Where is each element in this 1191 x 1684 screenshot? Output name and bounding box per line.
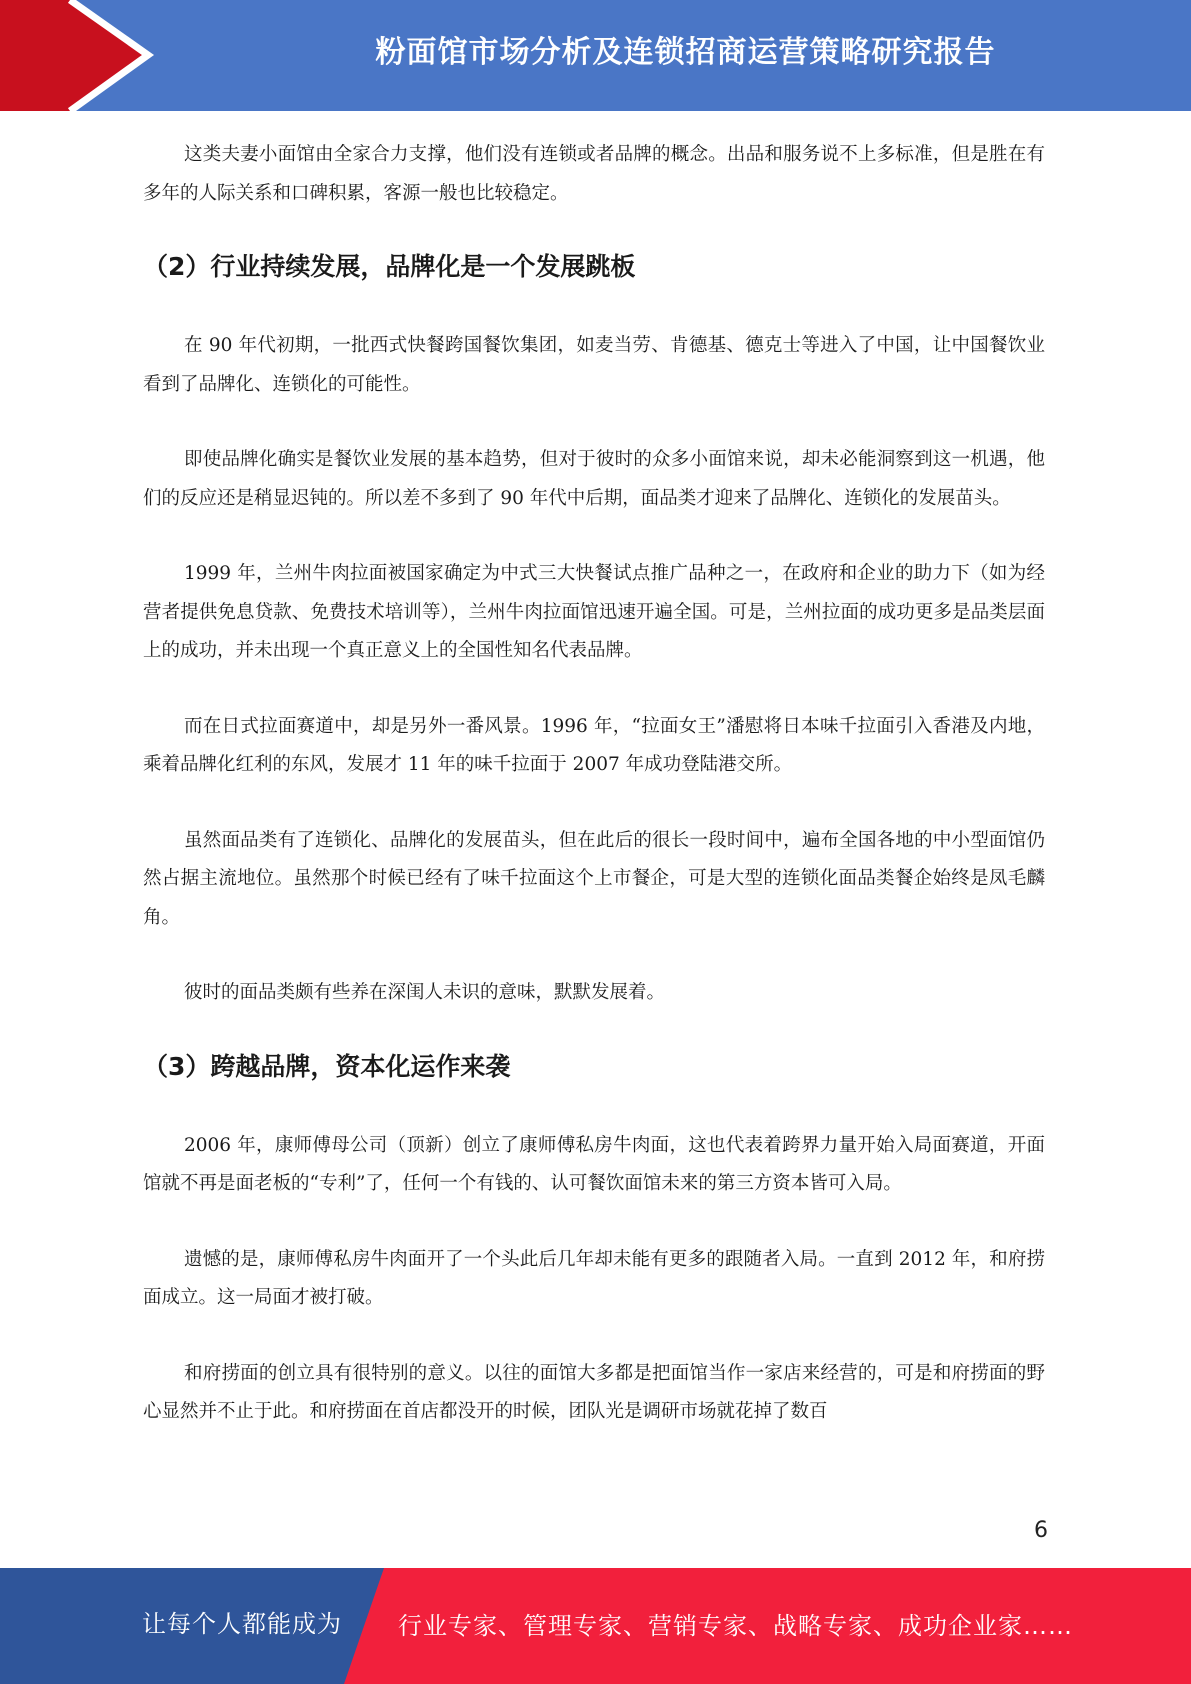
page-header bbox=[0, 0, 1191, 111]
page-footer bbox=[0, 1568, 1191, 1684]
paragraph: 遗憾的是，康师傅私房牛肉面开了一个头此后几年却未能有更多的跟随者入局。一直到 2012 年，和府捞面成立。这一局面才被打破。 bbox=[143, 1248, 1045, 1308]
section-heading: （3）跨越品牌，资本化运作来袭 bbox=[143, 1051, 511, 1081]
footer-slogan-left: 让每个人都能成为 bbox=[142, 1610, 342, 1638]
report-title: 粉面馆市场分析及连锁招商运营策略研究报告 bbox=[375, 35, 996, 70]
footer-slogan-right: 行业专家、管理专家、营销专家、战略专家、成功企业家…… bbox=[398, 1612, 1073, 1640]
paragraph: 1999 年，兰州牛肉拉面被国家确定为中式三大快餐试点推广品种之一，在政府和企业的助力下（如为经营者提供免息贷款、免费技术培训等），兰州牛肉拉面馆迅速开遍全国。可是，兰州拉面的成功更多是品类层面上的成功，并未出现一个真正意义上的全国性知名代表品牌。 bbox=[143, 563, 1045, 661]
paragraph: 这类夫妻小面馆由全家合力支撑，他们没有连锁或者品牌的概念。出品和服务说不上多标准，但是胜在有多年的人际关系和口碑积累，客源一般也比较稳定。 bbox=[143, 144, 1045, 204]
paragraph: 即使品牌化确实是餐饮业发展的基本趋势，但对于彼时的众多小面馆来说，却未必能洞察到这一机遇，他们的反应还是稍显迟钝的。所以差不多到了 90 年代中后期，面品类才迎来了品牌化、连锁化的发展苗头。 bbox=[143, 449, 1045, 509]
paragraph: 2006 年，康师傅母公司（顶新）创立了康师傅私房牛肉面，这也代表着跨界力量开始入局面赛道，开面馆就不再是面老板的“专利”了，任何一个有钱的、认可餐饮面馆未来的第三方资本皆可入局。 bbox=[143, 1134, 1045, 1194]
paragraph: 在 90 年代初期，一批西式快餐跨国餐饮集团，如麦当劳、肯德基、德克士等进入了中国，让中国餐饮业看到了品牌化、连锁化的可能性。 bbox=[143, 335, 1045, 395]
paragraph: 虽然面品类有了连锁化、品牌化的发展苗头，但在此后的很长一段时间中，遍布全国各地的中小型面馆仍然占据主流地位。虽然那个时候已经有了味千拉面这个上市餐企，可是大型的连锁化面品类餐企始终是凤毛麟角。 bbox=[143, 829, 1045, 928]
section-heading: （2）行业持续发展，品牌化是一个发展跳板 bbox=[143, 252, 636, 281]
page-number: 6 bbox=[1034, 1518, 1048, 1543]
paragraph: 和府捞面的创立具有很特别的意义。以往的面馆大多都是把面馆当作一家店来经营的，可是和府捞面的野心显然并不止于此。和府捞面在首店都没开的时候，团队光是调研市场就花掉了数百 bbox=[143, 1362, 1045, 1422]
main-content bbox=[143, 136, 1045, 1432]
paragraph: 彼时的面品类颇有些养在深闺人未识的意味，默默发展着。 bbox=[184, 982, 666, 1003]
paragraph: 而在日式拉面赛道中，却是另外一番风景。1996 年，“拉面女王”潘慰将日本味千拉面引入香港及内地，乘着品牌化红利的东风，发展才 11 年的味千拉面于 2007 年成功登陆港交所。 bbox=[143, 715, 1045, 775]
